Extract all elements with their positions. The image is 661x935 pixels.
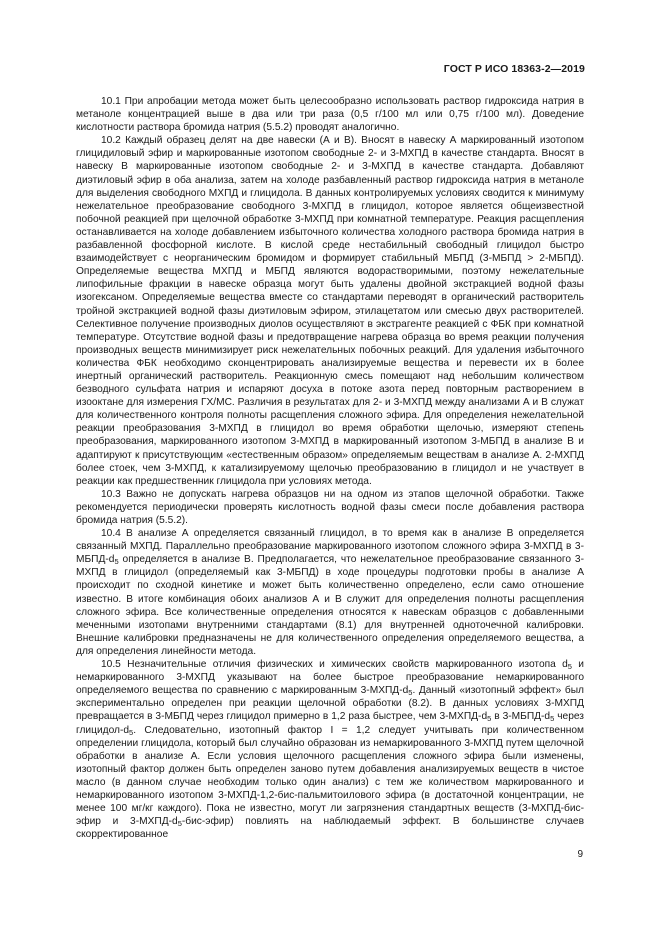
paragraph-text: . Данный «изотопный эффект» был экспериментально определен при реакции щелочной обработки (8.2). В данных условиях 3-МХПД превращается в 3-МБПД через глицидол примерно в 1,2 раза быстрее, чем 3-МХПД-d <box>76 685 584 723</box>
subscript: 5 <box>408 688 413 698</box>
paragraph-text: -бис-эфир) повлиять на наблюдаемый эффект. В большинстве случаев скорректированное <box>76 816 584 841</box>
subscript: 5 <box>567 662 572 672</box>
document-body <box>76 95 584 841</box>
paragraph-text: определяется в анализе В. Предполагается, что нежелательное преобразование связанного 3-МХПД в глицидол (определяемый как 3-МБПД) в ходе процедуры подготовки пробы в анализе А происходит по сходной кинетике и может быть количественно определено, если само отношение известно. В итоге комбинация обоих анализов А и В служит для определения полноты расщепления сложного эфира. Все количественные определения относятся к навескам образцов с добавленными меченными изотопами внутренними стандартами (8.1) для внутренней одноточечной калибровки. Внешние калибровки предназначены не для количественного определения определяемого вещества, а для определения линейности метода. <box>76 554 584 657</box>
paragraph-text: в 3-МБПД-d <box>491 711 551 723</box>
paragraph-text: и немаркированного 3-МХПД указывают на более быстрое преобразование немаркированного определяемого вещества по сравнению с маркированным 3-МХПД-d <box>76 659 584 697</box>
subscript: 5 <box>487 714 492 724</box>
paragraph-10-1 <box>76 95 584 134</box>
paragraph-number: 10.4 <box>101 528 121 540</box>
paragraph-10-3 <box>76 488 584 527</box>
subscript: 5 <box>550 714 555 724</box>
subscript: 5 <box>129 727 134 737</box>
paragraph-text: Важно не допускать нагрева образцов ни на одном из этапов щелочной обработки. Также рекомендуется периодически проверять кислотность водной фазы смеси после добавления раствора бромида натрия (5.5.2). <box>76 488 584 526</box>
paragraph-text: При апробации метода может быть целесообразно использовать раствор гидроксида натрия в метаноле концентрацией выше в два или три раза (0,5 г/100 мл или 0,75 г/100 мл). Доведение кислотности раствора бромида натрия (5.5.2) проводят аналогично. <box>76 96 584 134</box>
page-number: 9 <box>577 849 583 860</box>
paragraph-number: 10.3 <box>101 488 121 500</box>
paragraph-text: Каждый образец делят на две навески (А и В). Вносят в навеску А маркированный изотопом глицидиловый эфир и маркированные изотопом свободные 2- и 3-МХПД в качестве стандарта. Вносят в навеску В маркированные изотопом свободные 2- и 3-МХПД в качестве стандарта. Добавляют диэтиловый эфир в оба анализа, затем на холоде разбавленный раствор гидроксида натрия в метаноле для выделения свободного МХПД и глицидола. В данных контролируемых условиях сводится к минимуму нежелательное преобразование свободного 3-МХПД в глицидол, которое является общеизвестной побочной реакцией при щелочной обработке 3-МХПД при комнатной температуре. Реакция расщепления останавливается на холоде добавлением избыточного количества холодного раствора бромида натрия в разбавленной фосфорной кислоте. В кислой среде нестабильный свободный глицидол быстро взаимодействует с неорганическим бромидом и формирует стабильный МБПД (3-МБПД > 2-МБПД). Определяемые вещества МХПД и МБПД являются водорастворимыми, поэтому нежелательные липофильные фракции в навеске образца могут быть удалены двойной экстракцией водной фазы изогексаном. Определяемые вещества вместе со стандартами переводят в органический растворитель тройной экстракцией водной фазы диэтиловым эфиром, этилацетатом или смесью двух растворителей. Селективное получение производных диолов осуществляют в экстрагенте реакцией с ФБК при комнатной температуре. Отсутствие водной фазы и предотвращение нагрева образца во время реакции получения производных веществ минимизирует риск нежелательных побочных реакций. Для удаления избыточного количества ФБК необходимо сконцентрировать анализируемые вещества и перевести их в более инертный органический растворитель. Реакционную смесь помещают над небольшим количеством безводного сульфата натрия и испаряют досуха в потоке азота перед повторным растворением в изооктане для измерения ГХ/МС. Различия в результатах для 2- и 3-МХПД между анализами А и В служат для количественного контроля полноты расщепления сложного эфира. Для определения нежелательной реакции преобразования 3-МХПД в глицидол во время обработки щелочью, измеряют степень преобразования, маркированного изотопом 3-МХПД в маркированный изотопом 3-МБПД в анализе В и адаптируют к присутствующим «естественным образом» определяемым веществам в анализе А. 2-МХПД более стоек, чем 3-МХПД, к катализируемому щелочью преобразованию в глицидол и не участвует в реакции как предшественник глицидола при условиях метода. <box>76 135 585 487</box>
paragraph-text: . Следовательно, изотопный фактор I = 1,2 следует учитывать при количественном определении глицидола, который был случайно образован из немаркированного 3-МХПД путем щелочной обработки в анализе А. Если условия щелочного расщепления сложного эфира были изменены, изотопный фактор должен быть определен заново путем добавления анализируемых веществ в чистое масло (в данном случае необходим только один анализ) с тем же количеством маркированного и немаркированного изотопом 3-МХПД-1,2-бис-пальмитоилового эфира (в достаточной концентрации, не менее 100 мг/кг каждого). Пока не известно, могут ли загрязнения стандартных веществ (3-МХПД-бис-эфир и 3-МХПД-d <box>76 724 584 828</box>
paragraph-number: 10.1 <box>101 96 121 107</box>
paragraph-10-5 <box>76 658 584 841</box>
paragraph-number: 10.5 <box>101 659 121 671</box>
paragraph-text: В анализе А определяется связанный глицидол, в то время как в анализе В определяется связанный МХПД. Параллельно преобразование маркированного изотопом сложного эфира 3-МХПД в 3-МБПД-d <box>76 528 584 566</box>
paragraph-text: через глицидол-d <box>76 711 584 736</box>
standard-designation: ГОСТ Р ИСО 18363-2—2019 <box>443 63 585 75</box>
paragraph-number: 10.2 <box>101 135 121 147</box>
subscript: 5 <box>114 557 119 567</box>
subscript: 5 <box>177 819 182 829</box>
paragraph-10-4 <box>76 527 584 658</box>
paragraph-10-2 <box>76 134 584 488</box>
paragraph-text: Незначительные отличия физических и химических свойств маркированного изотопа d <box>127 659 568 671</box>
